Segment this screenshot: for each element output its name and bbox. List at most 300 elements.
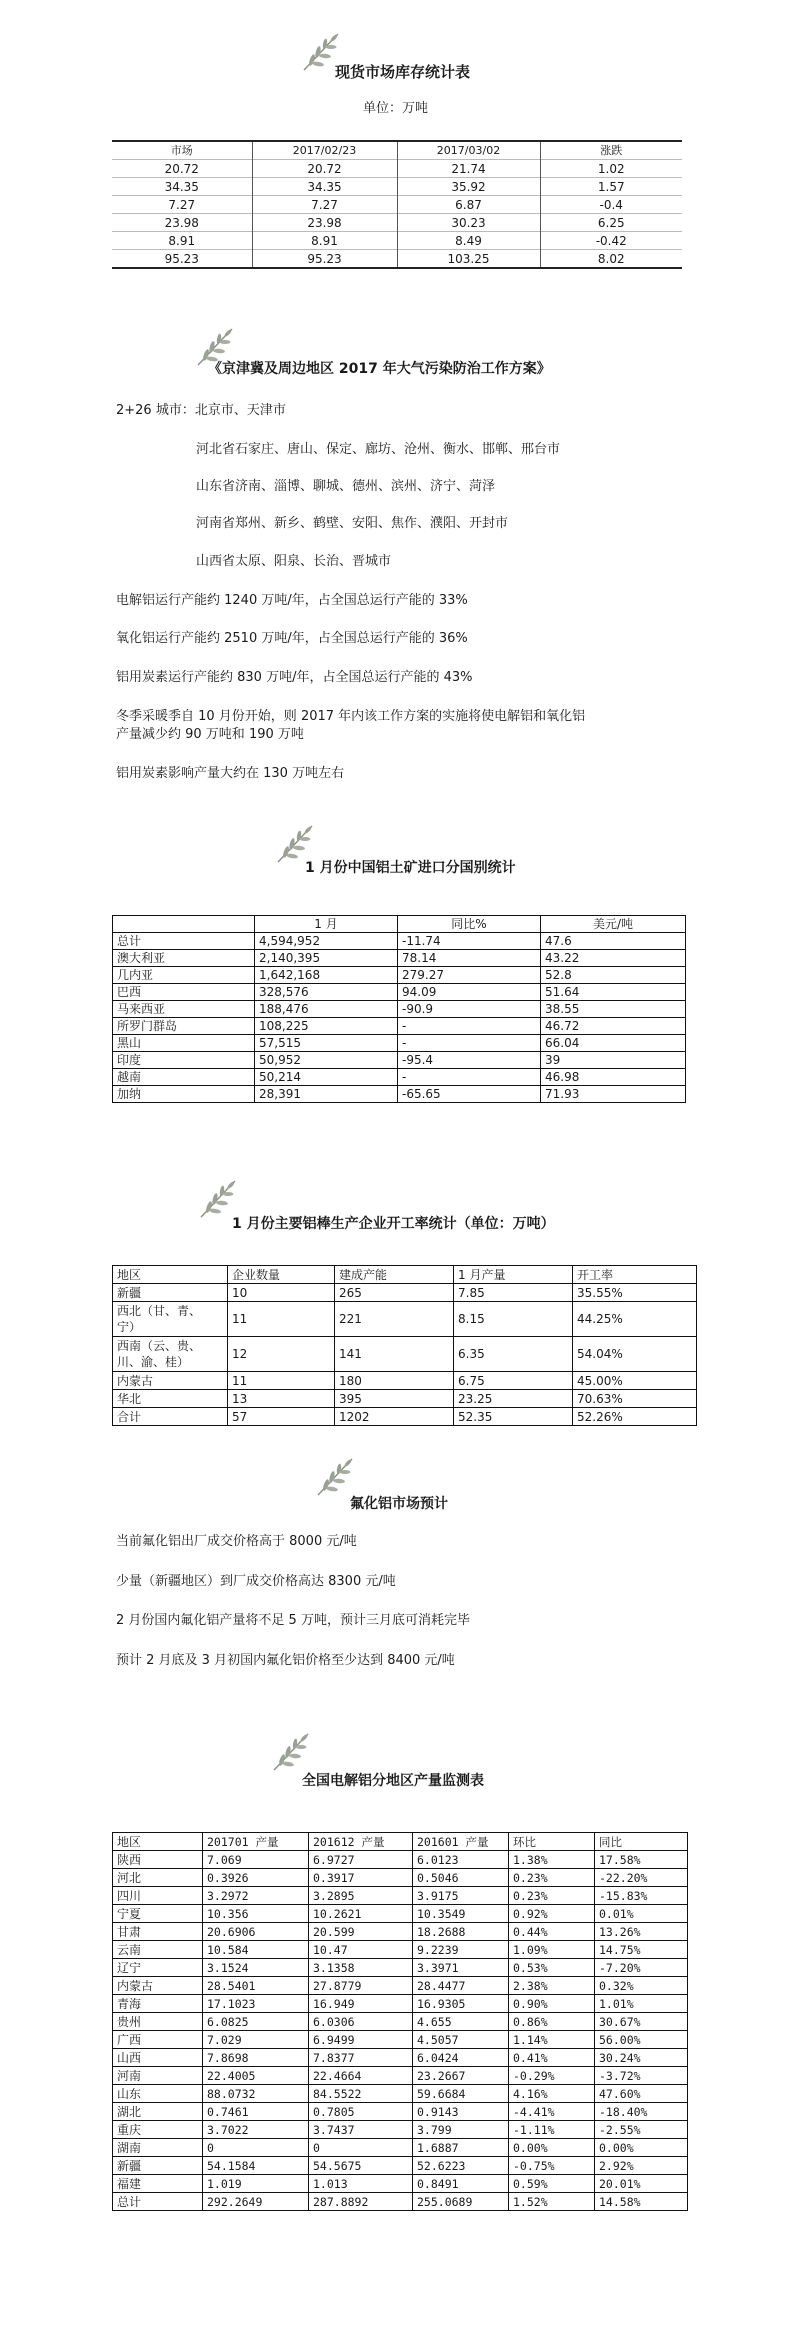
table-row [113,2049,688,2067]
table-cell: 6.75 [454,1372,573,1390]
table-cell: 1.14% [509,2031,595,2049]
table-cell: 23.25 [454,1390,573,1408]
table-cell: -0.75% [509,2157,595,2175]
table-cell: 0 [203,2139,309,2157]
table-cell: 1202 [335,1408,454,1426]
aluminum-fluoride-title: 氟化铝市场预计 [350,1496,448,1512]
table-cell: 0.01% [595,1905,688,1923]
table-cell: 56.00% [595,2031,688,2049]
table-cell: 34.35 [112,178,252,196]
table-cell: 20.01% [595,2175,688,2193]
region-cell: 山西 [113,2049,203,2067]
table-row [113,1337,697,1372]
table-cell: 3.7022 [203,2121,309,2139]
table-header-row [113,916,686,933]
header-cell: 1 月 [255,916,398,933]
header-cell: 201612 产量 [309,1833,413,1851]
table-row [113,2085,688,2103]
table-row [113,2175,688,2193]
table-cell: 20.72 [112,160,252,178]
table-cell: 马来西亚 [113,1001,255,1018]
table-cell: 23.2667 [413,2067,509,2085]
table-cell: 255.0689 [413,2193,509,2211]
table-row [113,984,686,1001]
paragraph: 铝用炭素运行产能约 830 万吨/年，占全国总运行产能的 43% [116,670,473,685]
table-cell: 1.52% [509,2193,595,2211]
table-cell: 11 [228,1372,335,1390]
table-cell: 28,391 [255,1086,398,1103]
table-cell: 8.91 [252,232,397,250]
table-cell: 8.02 [540,250,682,269]
table-cell: 66.04 [541,1035,686,1052]
region-cell [113,1302,228,1337]
table-row [112,232,682,250]
table-cell: 6.9499 [309,2031,413,2049]
table-cell: 17.58% [595,1851,688,1869]
paragraph: 电解铝运行产能约 1240 万吨/年，占全国总运行产能的 33% [116,593,468,608]
table-cell: 2.92% [595,2157,688,2175]
table-cell: -22.20% [595,1869,688,1887]
table-cell: -65.65 [398,1086,541,1103]
table-cell: 2,140,395 [255,950,398,967]
table-cell: 46.72 [541,1018,686,1035]
table-cell: 13 [228,1390,335,1408]
table-cell: 6.25 [540,214,682,232]
table-row [113,1086,686,1103]
region-cell: 福建 [113,2175,203,2193]
table-cell: 0.59% [509,2175,595,2193]
header-cell: 201701 产量 [203,1833,309,1851]
table-row [113,1069,686,1086]
table-cell: 8.91 [112,232,252,250]
table-row [113,2139,688,2157]
table-cell: -11.74 [398,933,541,950]
table-cell: 9.2239 [413,1941,509,1959]
header-cell: 建成产能 [335,1266,454,1284]
table-cell: -0.29% [509,2067,595,2085]
table-cell: - [398,1018,541,1035]
table-row [113,2121,688,2139]
table-row [113,1905,688,1923]
table-cell: 12 [228,1337,335,1372]
table-cell: 4.16% [509,2085,595,2103]
header-cell: 涨跌 [540,141,682,160]
table-cell: - [398,1069,541,1086]
table-cell: 1,642,168 [255,967,398,984]
table-cell: 7.8377 [309,2049,413,2067]
table-cell: 4.655 [413,2013,509,2031]
header-cell: 市场 [112,141,252,160]
table-cell: 39 [541,1052,686,1069]
table-cell: 0.86% [509,2013,595,2031]
header-cell: 201601 产量 [413,1833,509,1851]
table-cell: 3.2895 [309,1887,413,1905]
header-cell: 同比 [595,1833,688,1851]
region-cell: 内蒙古 [113,1977,203,1995]
table-row [112,160,682,178]
table-cell: 0.00% [595,2139,688,2157]
table-cell: 18.2688 [413,1923,509,1941]
table-cell: 30.24% [595,2049,688,2067]
bauxite-import-table [112,915,686,1103]
table-cell: 71.93 [541,1086,686,1103]
table-cell: -90.9 [398,1001,541,1018]
table-cell: 6.35 [454,1337,573,1372]
region-cell: 华北 [113,1390,228,1408]
electrolytic-aluminum-title: 全国电解铝分地区产量监测表 [302,1773,484,1789]
table-row [113,1035,686,1052]
table-cell: 279.27 [398,967,541,984]
region-cell: 新疆 [113,1284,228,1302]
table-cell: 328,576 [255,984,398,1001]
aluminum-rod-title: 1 月份主要铝棒生产企业开工率统计（单位：万吨） [232,1216,555,1232]
table-cell: 23.98 [112,214,252,232]
table-cell: 7.069 [203,1851,309,1869]
table-cell: 1.013 [309,2175,413,2193]
table-cell: 108,225 [255,1018,398,1035]
table-cell: -0.4 [540,196,682,214]
table-cell: 30.23 [397,214,540,232]
table-cell: 52.35 [454,1408,573,1426]
table-cell: 澳大利亚 [113,950,255,967]
cities-line: 山东省济南、淄博、聊城、德州、滨州、济宁、菏泽 [196,479,496,494]
table-cell: -15.83% [595,1887,688,1905]
table-cell: 141 [335,1337,454,1372]
table-cell: -2.55% [595,2121,688,2139]
table-row [113,933,686,950]
table-row [112,214,682,232]
header-cell: 2017/03/02 [397,141,540,160]
cities-label: 2+26 城市：北京市、天津市 [116,403,286,418]
table-cell: 3.9175 [413,1887,509,1905]
table-cell: 22.4005 [203,2067,309,2085]
table-cell: 10.356 [203,1905,309,1923]
table-cell: 23.98 [252,214,397,232]
table-cell: 6.9727 [309,1851,413,1869]
table-cell: 7.8698 [203,2049,309,2067]
policy-plan-title: 《京津冀及周边地区 2017 年大气污染防治工作方案》 [208,361,551,377]
cities-line: 山西省太原、阳泉、长治、晋城市 [196,554,392,569]
table-cell: 0.92% [509,1905,595,1923]
table-header-row [113,1833,688,1851]
header-cell: 1 月产量 [454,1266,573,1284]
table-cell: 7.27 [252,196,397,214]
header-cell [113,916,255,933]
table-cell: 2.38% [509,1977,595,1995]
header-cell: 地区 [113,1266,228,1284]
region-cell: 内蒙古 [113,1372,228,1390]
table-cell: - [398,1035,541,1052]
table-cell: 10 [228,1284,335,1302]
table-row [113,2193,688,2211]
table-cell: 14.75% [595,1941,688,1959]
table-cell: 265 [335,1284,454,1302]
region-cell: 辽宁 [113,1959,203,1977]
table-cell: 0.9143 [413,2103,509,2121]
table-row [113,2013,688,2031]
table-cell: 0.7805 [309,2103,413,2121]
region-cell: 贵州 [113,2013,203,2031]
inventory-table-title: 现货市场库存统计表 [335,63,471,81]
table-cell: 188,476 [255,1001,398,1018]
table-cell: 17.1023 [203,1995,309,2013]
table-cell: -4.41% [509,2103,595,2121]
table-cell: 84.5522 [309,2085,413,2103]
table-cell: 0.44% [509,1923,595,1941]
table-cell: 20.599 [309,1923,413,1941]
table-row [113,1372,697,1390]
table-cell: 11 [228,1302,335,1337]
table-cell: -18.40% [595,2103,688,2121]
table-cell: 20.6906 [203,1923,309,1941]
table-cell: 35.55% [573,1284,697,1302]
header-cell: 同比% [398,916,541,933]
table-cell: 3.2972 [203,1887,309,1905]
cities-line: 河北省石家庄、唐山、保定、廊坊、沧州、衡水、邯郸、邢台市 [196,442,561,457]
table-cell: 50,952 [255,1052,398,1069]
table-cell: 34.35 [252,178,397,196]
table-cell: 57 [228,1408,335,1426]
table-cell: 95.23 [252,250,397,269]
table-cell: 30.67% [595,2013,688,2031]
table-row [113,1018,686,1035]
table-cell: 51.64 [541,984,686,1001]
aluminum-rod-table [112,1265,697,1426]
table-cell: 28.5401 [203,1977,309,1995]
table-row [113,1001,686,1018]
table-cell: 1.6887 [413,2139,509,2157]
table-cell: 221 [335,1302,454,1337]
table-cell: 黑山 [113,1035,255,1052]
table-cell: 46.98 [541,1069,686,1086]
table-cell: 6.0825 [203,2013,309,2031]
header-cell: 2017/02/23 [252,141,397,160]
table-row [112,196,682,214]
table-row [112,250,682,269]
region-cell: 总计 [113,2193,203,2211]
bauxite-import-title: 1 月份中国铝土矿进口分国别统计 [305,860,516,876]
table-cell: 6.87 [397,196,540,214]
table-cell: 1.09% [509,1941,595,1959]
region-cell: 宁夏 [113,1905,203,1923]
table-cell: 0.23% [509,1887,595,1905]
table-cell: 88.0732 [203,2085,309,2103]
table-cell: 52.6223 [413,2157,509,2175]
table-cell: 54.1584 [203,2157,309,2175]
table-row [113,2157,688,2175]
table-row [113,1869,688,1887]
table-cell: 0.41% [509,2049,595,2067]
table-cell: 57,515 [255,1035,398,1052]
table-row [113,1408,697,1426]
paragraph: 氧化铝运行产能约 2510 万吨/年，占全国总运行产能的 36% [116,631,468,646]
table-cell: 47.60% [595,2085,688,2103]
table-cell: 7.85 [454,1284,573,1302]
region-cell: 甘肃 [113,1923,203,1941]
region-cell: 湖南 [113,2139,203,2157]
table-cell: 印度 [113,1052,255,1069]
table-cell: 59.6684 [413,2085,509,2103]
table-row [113,2067,688,2085]
table-cell: 20.72 [252,160,397,178]
table-cell: 越南 [113,1069,255,1086]
cities-line: 河南省郑州、新乡、鹤壁、安阳、焦作、濮阳、开封市 [196,516,509,531]
table-cell: 0.7461 [203,2103,309,2121]
table-cell: 1.38% [509,1851,595,1869]
table-cell: 16.949 [309,1995,413,2013]
table-cell: 78.14 [398,950,541,967]
table-cell: 0.5046 [413,1869,509,1887]
table-cell: 38.55 [541,1001,686,1018]
header-cell: 企业数量 [228,1266,335,1284]
inventory-unit-label: 单位：万吨 [363,101,429,116]
paragraph: 冬季采暖季自 10 月份开始，则 2017 年内该工作方案的实施将使电解铝和氧化铝 [116,709,586,724]
table-row [113,1995,688,2013]
region-cell: 河南 [113,2067,203,2085]
table-cell: 10.2621 [309,1905,413,1923]
table-cell: 总计 [113,933,255,950]
table-cell: 0 [309,2139,413,2157]
paragraph: 2 月份国内氟化铝产量将不足 5 万吨，预计三月底可消耗完毕 [116,1613,470,1628]
table-cell: 6.0306 [309,2013,413,2031]
table-row [113,1284,697,1302]
region-line: 宁） [117,1320,142,1334]
table-row [113,967,686,984]
table-cell: 4.5057 [413,2031,509,2049]
table-row [113,1941,688,1959]
paragraph: 少量（新疆地区）到厂成交价格高达 8300 元/吨 [116,1574,396,1589]
table-cell: -0.42 [540,232,682,250]
table-cell: 3.3971 [413,1959,509,1977]
table-cell: 1.01% [595,1995,688,2013]
table-cell: 52.8 [541,967,686,984]
table-cell: 0.53% [509,1959,595,1977]
region-cell [113,1337,228,1372]
table-cell: 50,214 [255,1069,398,1086]
table-cell: 7.27 [112,196,252,214]
table-cell: -95.4 [398,1052,541,1069]
region-cell: 广西 [113,2031,203,2049]
table-cell: 70.63% [573,1390,697,1408]
region-cell: 四川 [113,1887,203,1905]
region-cell: 河北 [113,1869,203,1887]
region-cell: 陕西 [113,1851,203,1869]
table-cell: -7.20% [595,1959,688,1977]
table-cell: 52.26% [573,1408,697,1426]
table-cell: 395 [335,1390,454,1408]
header-cell: 美元/吨 [541,916,686,933]
region-cell: 山东 [113,2085,203,2103]
table-cell: 10.3549 [413,1905,509,1923]
table-cell: 3.799 [413,2121,509,2139]
table-row [113,1052,686,1069]
table-cell: 94.09 [398,984,541,1001]
table-cell: 35.92 [397,178,540,196]
table-header-row [112,141,682,160]
table-cell: 0.3926 [203,1869,309,1887]
region-line: 西南（云、贵、 [117,1339,202,1353]
table-cell: 1.019 [203,2175,309,2193]
table-cell: 54.04% [573,1337,697,1372]
table-cell: 0.23% [509,1869,595,1887]
region-cell: 青海 [113,1995,203,2013]
table-cell: -3.72% [595,2067,688,2085]
table-cell: 22.4664 [309,2067,413,2085]
table-cell: 3.1358 [309,1959,413,1977]
table-cell: 180 [335,1372,454,1390]
table-row [113,1390,697,1408]
table-cell: 28.4477 [413,1977,509,1995]
table-row [113,1302,697,1337]
table-cell: 7.029 [203,2031,309,2049]
header-cell: 开工率 [573,1266,697,1284]
table-cell: 27.8779 [309,1977,413,1995]
table-cell: 21.74 [397,160,540,178]
table-cell: 16.9305 [413,1995,509,2013]
table-cell: 14.58% [595,2193,688,2211]
table-cell: 95.23 [112,250,252,269]
table-row [113,1851,688,1869]
table-cell: 10.584 [203,1941,309,1959]
table-header-row [113,1266,697,1284]
table-row [113,2103,688,2121]
table-cell: 1.02 [540,160,682,178]
table-cell: 巴西 [113,984,255,1001]
table-cell: 47.6 [541,933,686,950]
table-cell: 0.3917 [309,1869,413,1887]
table-row [112,178,682,196]
region-cell: 湖北 [113,2103,203,2121]
table-cell: 0.32% [595,1977,688,1995]
table-cell: 6.0424 [413,2049,509,2067]
table-cell: 8.15 [454,1302,573,1337]
paragraph: 预计 2 月底及 3 月初国内氟化铝价格至少达到 8400 元/吨 [116,1653,455,1668]
region-cell: 新疆 [113,2157,203,2175]
table-cell: 6.0123 [413,1851,509,1869]
table-row [113,950,686,967]
table-row [113,1977,688,1995]
table-cell: 43.22 [541,950,686,967]
region-cell: 重庆 [113,2121,203,2139]
region-cell: 合计 [113,1408,228,1426]
table-cell: 所罗门群岛 [113,1018,255,1035]
table-cell: 0.8491 [413,2175,509,2193]
table-cell: 103.25 [397,250,540,269]
table-cell: 加纳 [113,1086,255,1103]
header-cell: 地区 [113,1833,203,1851]
table-cell: -1.11% [509,2121,595,2139]
region-line: 川、渝、桂） [117,1355,190,1369]
table-cell: 45.00% [573,1372,697,1390]
region-cell: 云南 [113,1941,203,1959]
table-cell: 0.90% [509,1995,595,2013]
table-row [113,2031,688,2049]
paragraph: 当前氟化铝出厂成交价格高于 8000 元/吨 [116,1534,357,1549]
table-cell: 287.8892 [309,2193,413,2211]
table-cell: 1.57 [540,178,682,196]
header-cell: 环比 [509,1833,595,1851]
table-cell: 44.25% [573,1302,697,1337]
table-cell: 8.49 [397,232,540,250]
table-cell: 13.26% [595,1923,688,1941]
table-cell: 54.5675 [309,2157,413,2175]
table-cell: 3.7437 [309,2121,413,2139]
table-cell: 3.1524 [203,1959,309,1977]
paragraph: 铝用炭素影响产量大约在 130 万吨左右 [116,766,345,781]
table-cell: 几内亚 [113,967,255,984]
table-row [113,1887,688,1905]
region-line: 西北（甘、青、 [117,1304,202,1318]
